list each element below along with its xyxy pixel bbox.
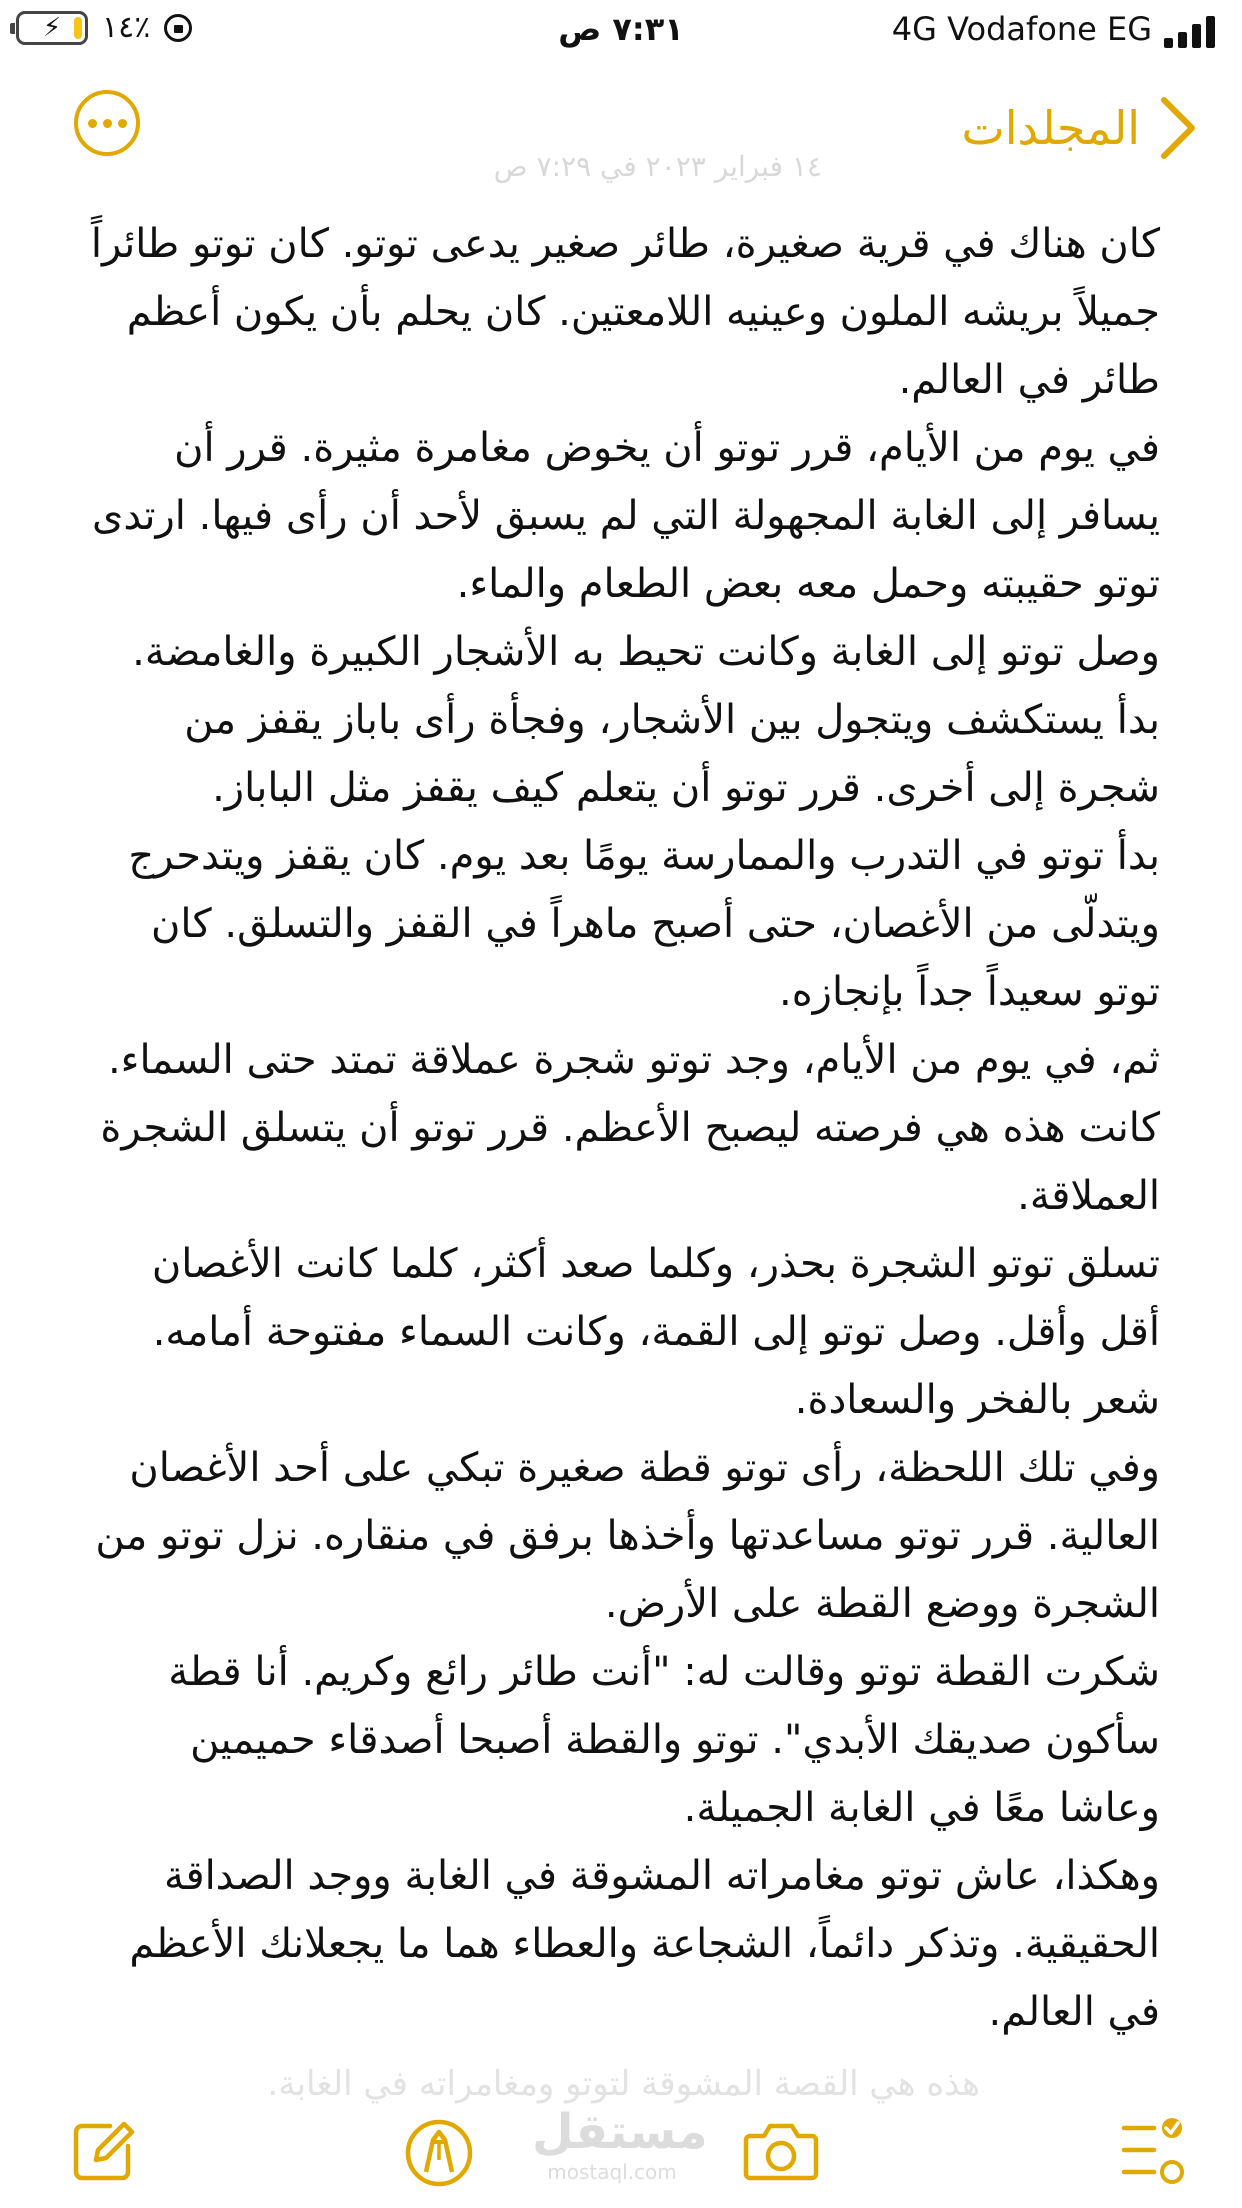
note-paragraph: ثم، في يوم من الأيام، وجد توتو شجرة عملاقة تمتد حتى السماء. كانت هذه هي فرصته ليصبح الأعظم. قرر توتو أن يتسلق الشجرة العملاقة. xyxy=(100,1037,1160,1219)
checklist-button[interactable] xyxy=(1120,2116,1184,2186)
note-paragraph: في يوم من الأيام، قرر توتو أن يخوض مغامرة مثيرة. قرر أن يسافر إلى الغابة المجهولة التي لم يسبق لأحد أن رأى فيها. ارتدى توتو حقيبته وحمل معه بعض الطعام والماء. xyxy=(92,425,1160,607)
note-faded-line: هذه هي القصة المشوقة لتوتو ومغامراته في الغابة. xyxy=(267,2064,980,2104)
watermark-latin: mostaql.com xyxy=(547,2160,677,2184)
camera-button[interactable] xyxy=(742,2118,820,2184)
battery-percent: ٪١٤ xyxy=(102,10,151,45)
checklist-icon xyxy=(1120,2116,1184,2186)
note-paragraph: بدأ توتو في التدرب والممارسة يومًا بعد يوم. كان يقفز ويتدحرج ويتدلّى من الأغصان، حتى أصبح ماهراً في القفز والتسلق. كان توتو سعيداً جداً بإنجازه. xyxy=(128,833,1160,1015)
ellipsis-circle-icon[interactable] xyxy=(74,90,140,156)
compose-button[interactable] xyxy=(70,2118,136,2184)
note-paragraph: شكرت القطة توتو وقالت له: "أنت طائر رائع وكريم. أنا قطة سأكون صديقك الأبدي". توتو والقطة أصبحا أصدقاء حميمين وعاشا معًا في الغابة الجميلة. xyxy=(168,1649,1160,1831)
bottom-toolbar xyxy=(0,2100,1242,2208)
note-paragraph: كان هناك في قرية صغيرة، طائر صغير يدعى توتو. كان توتو طائراً جميلاً بريشه الملون وعينيه اللامعتين. كان يحلم بأن يكون أعظم طائر في العالم. xyxy=(90,221,1160,403)
note-body[interactable] xyxy=(80,210,1160,2046)
note-paragraph: تسلق توتو الشجرة بحذر، وكلما صعد أكثر، كلما كانت الأغصان أقل وأقل. وصل توتو إلى القمة، وكانت السماء مفتوحة أمامه. شعر بالفخر والسعادة. xyxy=(151,1241,1160,1423)
back-button-label: المجلدات xyxy=(961,101,1140,155)
status-time: ٧:٣١ ص xyxy=(558,10,684,48)
compose-icon xyxy=(70,2118,136,2184)
watermark-arabic: مستقل xyxy=(532,2104,708,2160)
signal-bars-icon xyxy=(1164,14,1218,48)
back-button-folders[interactable] xyxy=(961,92,1202,164)
note-paragraph: وفي تلك اللحظة، رأى توتو قطة صغيرة تبكي على أحد الأغصان العالية. قرر توتو مساعدتها وأخذها برفق في منقاره. نزل توتو من الشجرة ووضع القطة على الأرض. xyxy=(95,1445,1160,1627)
carrier-label: 4G Vodafone EG xyxy=(891,10,1152,48)
status-bar xyxy=(0,0,1242,62)
markup-pen-icon xyxy=(404,2118,474,2188)
markup-button[interactable] xyxy=(404,2118,474,2188)
camera-icon xyxy=(742,2118,820,2184)
note-paragraph: وهكذا، عاش توتو مغامراته المشوقة في الغابة ووجد الصداقة الحقيقية. وتذكر دائماً، الشجاعة والعطاء هما ما يجعلانك الأعظم في العالم. xyxy=(129,1853,1160,2035)
charging-bolt-icon: ⚡ xyxy=(42,12,62,43)
note-date: ١٤ فبراير ٢٠٢٣ في ٧:٢٩ ص xyxy=(493,150,822,183)
chevron-right-icon xyxy=(1154,92,1202,164)
note-paragraph: وصل توتو إلى الغابة وكانت تحيط به الأشجار الكبيرة والغامضة. بدأ يستكشف ويتجول بين الأشجار، وفجأة رأى باباز يقفز من شجرة إلى أخرى. قرر توتو أن يتعلم كيف يقفز مثل الباباز. xyxy=(132,629,1160,811)
